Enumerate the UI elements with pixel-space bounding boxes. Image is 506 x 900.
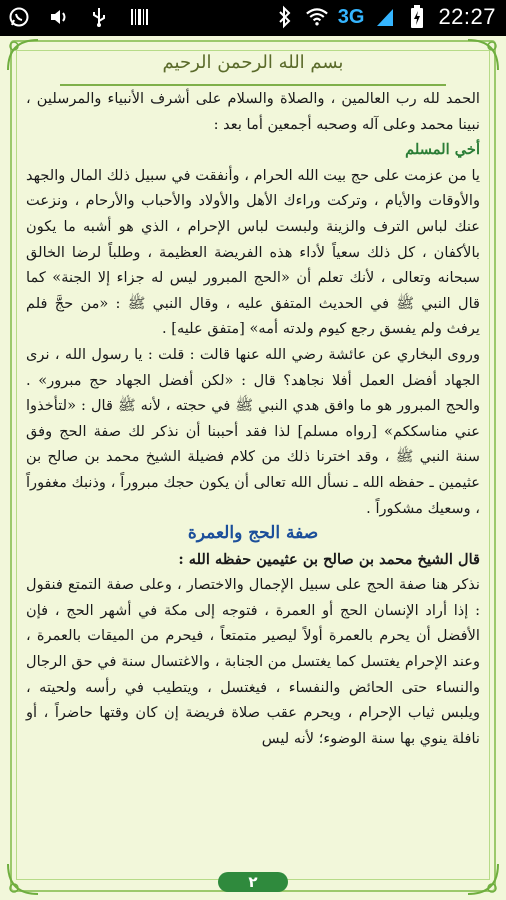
paragraph-2: وروى البخاري عن عائشة رضي الله عنها قالت : قلت : يا رسول الله ، نرى الجهاد أفضل العمل أفلا نجاهد؟ قال : «لكن أفضل الجهاد حج مبرور» . والحج المبرور هو ما وافق هدي النبي ﷺ في حجته ، لأنه ﷺ قال : «لتأخذوا عني مناسككم» [رواه مسلم] لذا فقد أحببنا أن نذكر لك صفة الحج وفق سنة النبي ﷺ ، وقد اخترنا ذلك من كلام فضيلة الشيخ محمد بن صالح بن عثيمين ـ حفظه الله ـ نسأل الله تعالى أن يكون حجك مبروراً ، وذنبك مغفوراً ، وسعيك مشكوراً . xyxy=(26,345,480,517)
network-type: 3G xyxy=(337,5,365,28)
bluetooth-icon xyxy=(274,6,296,28)
section-title: صفة الحج والعمرة xyxy=(187,523,319,544)
book-page[interactable] xyxy=(0,36,506,900)
barcode-icon xyxy=(128,6,150,28)
speaker-line: قال الشيخ محمد بن صالح بن عثيمين حفظه الله : xyxy=(178,550,480,568)
whatsapp-icon xyxy=(8,6,30,28)
volume-icon xyxy=(48,6,70,28)
paragraph-1: يا من عزمت على حج بيت الله الحرام ، وأنفقت في سبيل ذلك المال والجهد والأوقات والأيام ، وتركت وراءك الأهل والأولاد والأحباب والأرحام ، ونزعت عنك لباس الترف والزينة ولبست لباس الإحرام ، الذي هو أشبه ما يكون بالأكفان ، كل ذلك سعياً لأداء هذه الفريضة العظيمة ، وطلباً لرضا الخالق سبحانه وتعالى ، لأنك تعلم أن «الحج المبرور ليس له جزاء إلا الجنة» كما قال النبي ﷺ في الحديث المتفق عليه ، وقال النبي ﷺ : «من حجَّ فلم يرفث ولم يفسق رجع كيوم ولدته أمه» [متفق عليه] . xyxy=(26,166,480,338)
page-footer xyxy=(0,872,506,892)
signal-icon xyxy=(374,6,396,28)
wifi-icon xyxy=(306,6,328,28)
battery-charging-icon xyxy=(406,6,428,28)
bismillah-header: بسم الله الرحمن الرحيم xyxy=(162,52,344,73)
clock: 22:27 xyxy=(438,4,496,29)
page-text xyxy=(26,86,480,860)
page-number-badge: ٢ xyxy=(218,872,288,892)
paragraph-3: نذكر هنا صفة الحج على سبيل الإجمال والاختصار ، وعلى صفة التمتع فنقول : إذا أراد الإنسان الحج أو العمرة ، فتوجه إلى مكة في أشهر الحج ، فإن الأفضل أن يحرم بالعمرة أولاً ليصير متمتعاً ، فيحرم من الميقات بالعمرة ، وعند الإحرام يغتسل كما يغتسل من الجنابة ، والاغتسال سنة في حق الرجال والنساء حتى الحائض والنفساء ، فيغتسل ، ويتطيب في رأسه ولحيته ، ويلبس ثياب الإحرام ، ويحرم عقب صلاة فريضة إن كان وقتها حاضراً ، أو نافلة ينوي بها سنة الوضوء؛ لأنه ليس xyxy=(26,576,480,747)
brother-heading: أخي المسلم xyxy=(405,141,480,159)
usb-icon xyxy=(88,6,110,28)
status-bar xyxy=(0,0,506,36)
intro-paragraph: الحمد لله رب العالمين ، والصلاة والسلام على أشرف الأنبياء والمرسلين ، نبينا محمد وعلى آله وصحبه أجمعين أما بعد : xyxy=(26,90,480,133)
